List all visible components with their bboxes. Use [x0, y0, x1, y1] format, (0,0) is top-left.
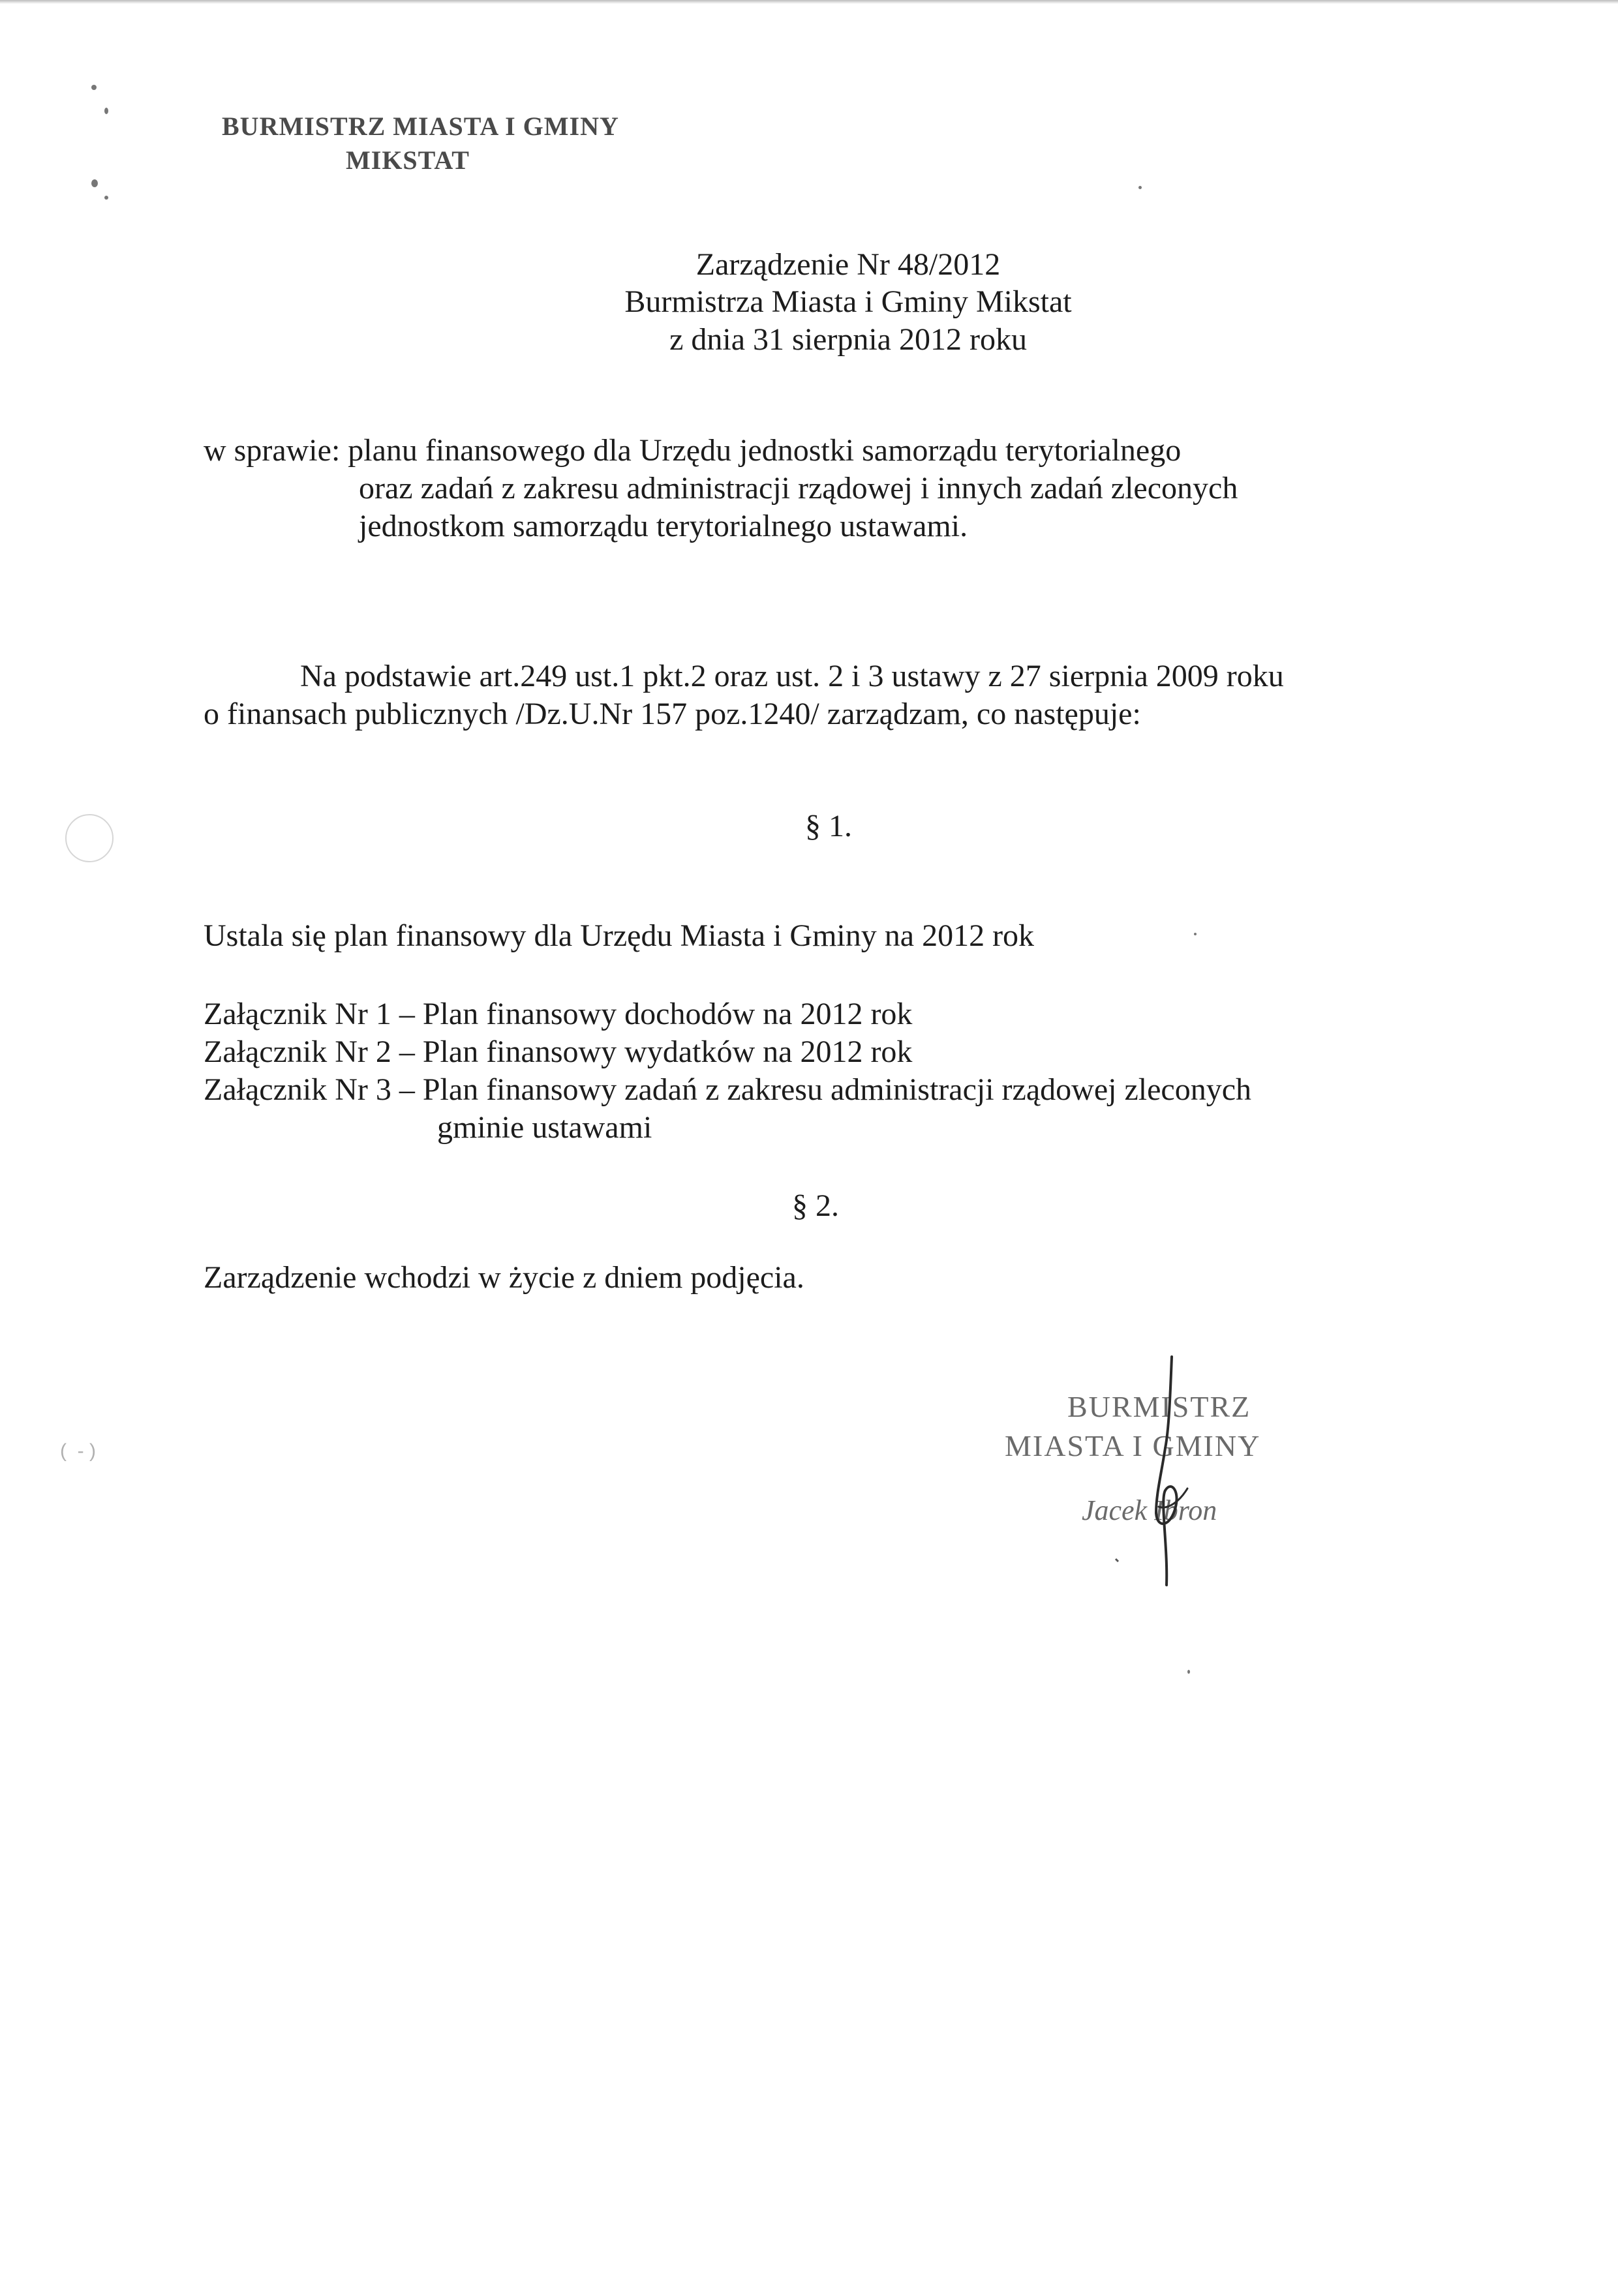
section-2-text: Zarządzenie wchodzi w życie z dniem podjęcia. [204, 1260, 804, 1295]
document-issuer: Burmistrza Miasta i Gminy Mikstat [624, 284, 1072, 319]
scan-speck [91, 85, 97, 90]
scan-speck [104, 108, 108, 114]
subject-line-2: oraz zadań z zakresu administracji rządowej i innych zadań zleconych [359, 471, 1238, 506]
section-1-mark: § 1. [805, 809, 852, 843]
attachment-3: Załącznik Nr 3 – Plan finansowy zadań z zakresu administracji rządowej zleconych [204, 1072, 1252, 1107]
scan-speck [1138, 186, 1142, 189]
handwritten-signature [1005, 1350, 1344, 1598]
basis-line-1: Na podstawie art.249 ust.1 pkt.2 oraz ust. 2 i 3 ustawy z 27 sierpnia 2009 roku [300, 659, 1284, 693]
document-title: Zarządzenie Nr 48/2012 [695, 247, 1001, 282]
attachment-1: Załącznik Nr 1 – Plan finansowy dochodów na 2012 rok [204, 997, 913, 1031]
document-date: z dnia 31 sierpnia 2012 roku [669, 322, 1027, 357]
section-1-intro: Ustala się plan finansowy dla Urzędu Miasta i Gminy na 2012 rok [204, 918, 1035, 953]
scan-edge [0, 0, 1618, 4]
attachment-2: Załącznik Nr 2 – Plan finansowy wydatków na 2012 rok [204, 1035, 913, 1069]
signature-stamp-line1: BURMISTRZ [1067, 1390, 1251, 1423]
basis-line-2: o finansach publicznych /Dz.U.Nr 157 poz.1240/ zarządzam, co następuje: [204, 697, 1141, 731]
subject-line-1: w sprawie: planu finansowego dla Urzędu jednostki samorządu terytorialnego [204, 433, 1182, 468]
attachment-3-continued: gminie ustawami [437, 1110, 652, 1145]
scan-speck [1187, 1670, 1190, 1674]
scan-speck [1194, 933, 1197, 935]
scan-bracket-mark: ( - ) [60, 1440, 96, 1462]
header-stamp-line1: BURMISTRZ MIASTA I GMINY [222, 112, 619, 141]
header-stamp-line2: MIKSTAT [346, 145, 470, 175]
signature-stamp [1005, 1389, 1344, 1598]
scan-speck [104, 196, 108, 200]
section-2-mark: § 2. [792, 1188, 839, 1223]
scan-speck [91, 179, 98, 187]
subject-line-3: jednostkom samorządu terytorialnego ustawami. [359, 509, 968, 543]
signature-stamp-name: Jacek Ibron [1082, 1494, 1217, 1526]
signature-stamp-line2: MIASTA I GMINY [1005, 1429, 1261, 1462]
